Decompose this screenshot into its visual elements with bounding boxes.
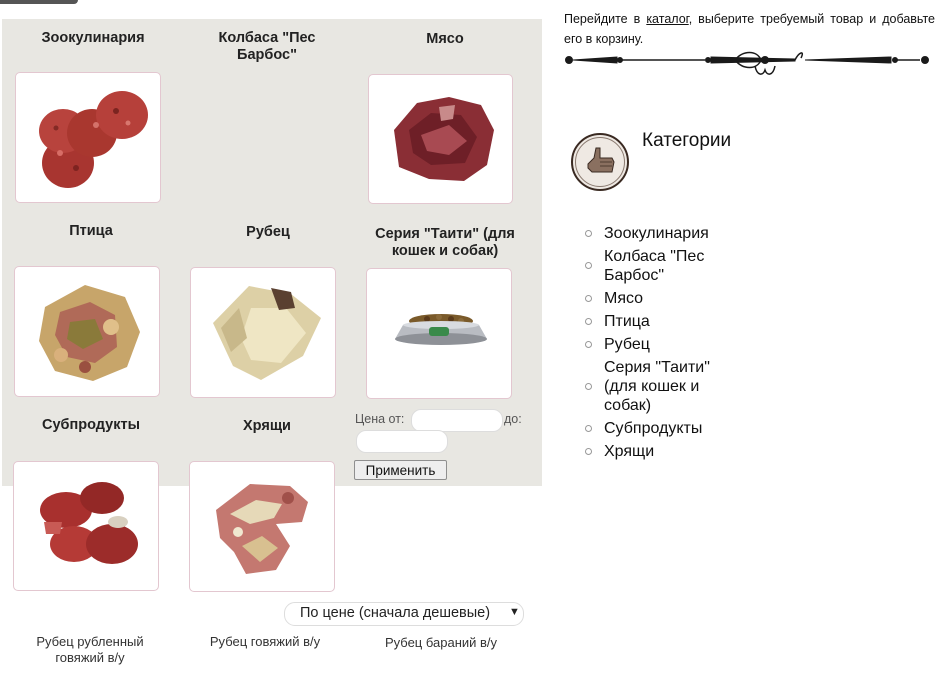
bullet-icon <box>585 448 592 455</box>
bullet-icon <box>585 425 592 432</box>
price-to-input[interactable] <box>356 430 448 453</box>
raw-meat-image <box>369 75 512 203</box>
category-image-khryashchi[interactable] <box>189 461 335 592</box>
sidebar-item-label: Птица <box>604 313 650 330</box>
category-title-myaso[interactable]: Мясо <box>426 31 464 47</box>
bullet-icon <box>585 230 592 237</box>
category-image-zookulinaria[interactable] <box>15 72 161 203</box>
tripe-image <box>191 268 335 397</box>
intro-text <box>564 9 935 49</box>
price-from-input[interactable] <box>411 409 503 432</box>
price-from-label: Цена от: <box>355 412 405 426</box>
category-title-ptitsa[interactable]: Птица <box>69 223 113 239</box>
category-title-zookulinaria[interactable]: Зоокулинария <box>41 30 145 46</box>
meatball-rolls-image <box>16 73 160 202</box>
thumbs-up-hand-icon <box>570 132 630 192</box>
bullet-icon <box>585 262 592 269</box>
dog-food-bowl-image <box>367 269 511 398</box>
sidebar-item-ptitsa[interactable] <box>585 312 730 331</box>
sidebar-item-taiti[interactable] <box>585 358 730 415</box>
sidebar-item-zookulinaria[interactable] <box>585 224 730 243</box>
intro-text-before: Перейдите в <box>564 12 647 26</box>
apply-filter-button[interactable]: Применить <box>354 460 447 480</box>
sidebar-item-khryashchi[interactable] <box>585 442 730 461</box>
category-title-khryashchi[interactable]: Хрящи <box>243 418 291 434</box>
category-image-myaso[interactable] <box>368 74 513 204</box>
intro-text-after: , выберите требуемый товар и добавьте его в корзину. <box>564 12 935 46</box>
bullet-icon <box>585 318 592 325</box>
bullet-icon <box>585 295 592 302</box>
sidebar-item-label: Субпродукты <box>604 420 703 437</box>
sidebar-item-rubets[interactable] <box>585 335 730 354</box>
sidebar-item-label: Колбаса "Пес Барбос" <box>604 248 705 284</box>
category-image-ptitsa[interactable] <box>14 266 160 397</box>
categories-list <box>585 224 730 465</box>
product-name[interactable]: Рубец бараний в/у <box>384 635 498 650</box>
category-image-rubets[interactable] <box>190 267 336 398</box>
sidebar-item-subprodukty[interactable] <box>585 419 730 438</box>
bullet-icon <box>585 383 592 390</box>
sidebar-item-label: Мясо <box>604 290 644 307</box>
category-image-subprodukty[interactable] <box>13 461 159 591</box>
bullet-icon <box>585 341 592 348</box>
offal-image <box>14 462 158 590</box>
top-bar-fragment <box>0 0 78 4</box>
categories-badge <box>570 132 630 192</box>
category-title-rubets[interactable]: Рубец <box>246 224 290 240</box>
sidebar-item-kolbasa[interactable] <box>585 247 730 285</box>
chevron-down-icon: ▼ <box>509 606 520 618</box>
ornament-divider-icon <box>565 46 935 80</box>
price-to-label: до: <box>504 412 522 426</box>
product-name[interactable]: Рубец рубленный говяжий в/у <box>36 634 144 665</box>
category-title-taiti[interactable]: Серия "Таити" (для кошек и собак) <box>375 226 515 259</box>
sort-select[interactable] <box>284 602 524 626</box>
sidebar-item-label: Хрящи <box>604 443 655 460</box>
sidebar-item-label: Зоокулинария <box>604 225 709 242</box>
sidebar-item-label: Рубец <box>604 336 650 353</box>
categories-heading: Категории <box>642 130 732 151</box>
category-title-kolbasa[interactable]: Колбаса "Пес Барбос" <box>218 30 316 63</box>
catalog-link[interactable]: каталог <box>646 12 689 26</box>
sort-selected-value: По цене (сначала дешевые) <box>300 605 491 621</box>
cartilage-image <box>190 462 334 591</box>
category-title-subprodukty[interactable]: Субпродукты <box>42 417 140 433</box>
product-name[interactable]: Рубец говяжий в/у <box>209 634 321 649</box>
sidebar-item-myaso[interactable] <box>585 289 730 308</box>
category-image-taiti[interactable] <box>366 268 512 399</box>
sidebar-item-label: Серия "Таити" (для кошек и собак) <box>604 359 710 414</box>
poultry-image <box>15 267 159 396</box>
